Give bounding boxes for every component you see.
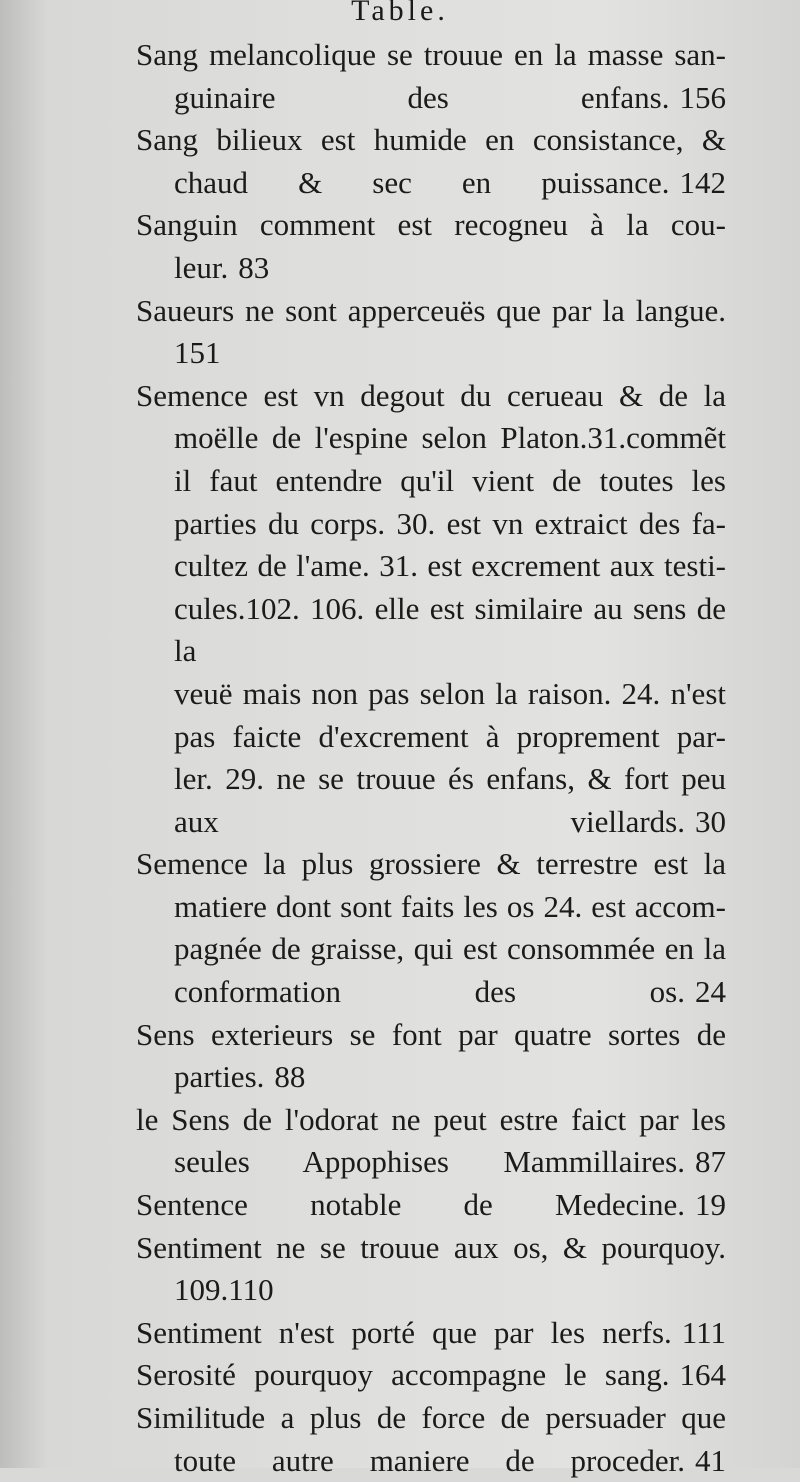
index-entry	[136, 1099, 726, 1184]
page-reference: 83	[238, 249, 270, 285]
page-reference: 24	[695, 974, 726, 1010]
entry-text: Sens exterieurs se font par quatre sortes de	[136, 1016, 726, 1052]
page-reference: 30	[695, 803, 726, 839]
entry-text: il faut entendre qu'il vient de toutes les	[174, 462, 726, 498]
entry-text: Sang bilieux est humide en consistance, &	[136, 122, 726, 158]
entry-text: ler. 29. ne se trouue és enfans, & fort peu	[174, 761, 726, 797]
entry-text: Sanguin comment est recogneu à la cou-	[136, 207, 726, 243]
page-reference: 151	[174, 335, 221, 371]
index-entry	[136, 843, 726, 1013]
entry-text: Semence est vn degout du cerueau & de la	[136, 377, 726, 413]
entry-line	[136, 503, 726, 546]
entry-text: Sentiment ne se trouue aux os, & pourquoy.	[136, 1229, 726, 1265]
page-reference: 142	[679, 164, 726, 200]
entry-text: pas faicte d'excrement à proprement par-	[174, 718, 726, 754]
entry-line	[136, 673, 726, 716]
entry-line	[136, 1354, 726, 1397]
entry-line	[136, 332, 726, 375]
entry-text: Sentiment n'est porté que par les nerfs.	[136, 1314, 672, 1350]
entry-line	[136, 843, 726, 886]
index-entry	[136, 1014, 726, 1099]
entry-text: cultez de l'ame. 31. est excrement aux testi-	[174, 548, 726, 584]
entry-line	[136, 1312, 726, 1355]
entry-line	[136, 247, 726, 290]
entry-text: le Sens de l'odorat ne peut estre faict par les	[136, 1101, 726, 1137]
entry-line	[136, 460, 726, 503]
index-entry	[136, 290, 726, 375]
page-reference: 164	[679, 1357, 726, 1393]
entry-text: seules Appophises Mammillaires.	[174, 1144, 685, 1180]
page-header: Table.	[351, 0, 449, 27]
page-reference: 41	[695, 1442, 726, 1478]
entry-line	[136, 928, 726, 971]
entry-line	[136, 119, 726, 162]
entry-line	[136, 375, 726, 418]
page-reference: 156	[679, 79, 726, 115]
entry-line	[136, 1184, 726, 1227]
entry-text: leur.	[174, 249, 229, 285]
entry-line	[136, 417, 726, 460]
entry-text: Sentence notable de Medecine.	[136, 1187, 685, 1223]
entry-line	[136, 545, 726, 588]
entry-text: chaud & sec en puissance.	[174, 164, 670, 200]
entry-line	[136, 801, 726, 844]
entry-text: pagnée de graisse, qui est consommée en la	[174, 931, 726, 967]
page-reference: 87	[695, 1144, 726, 1180]
entry-line	[136, 588, 726, 673]
entry-text: cules.102. 106. elle est similaire au sens de la	[174, 590, 726, 669]
entry-text: Similitude a plus de force de persuader que	[136, 1400, 726, 1435]
index-entry	[136, 1354, 726, 1397]
entry-text: parties du corps. 30. est vn extraict des fa-	[174, 505, 726, 541]
entry-line	[136, 290, 726, 333]
entry-text: parties.	[174, 1059, 265, 1095]
entry-line	[136, 77, 726, 120]
entry-line	[136, 1014, 726, 1057]
page-reference: 88	[274, 1059, 306, 1095]
index-entry	[136, 34, 726, 119]
entry-text: Sang melancolique se trouue en la masse san-	[136, 37, 726, 72]
entry-line	[136, 1227, 726, 1270]
entry-line	[136, 162, 726, 205]
entry-text: moëlle de l'espine selon Platon.31.commẽt	[174, 420, 726, 456]
entry-text: Semence la plus grossiere & terrestre est la	[136, 846, 726, 882]
index-entry	[136, 119, 726, 204]
entry-line	[136, 971, 726, 1014]
entry-text: guinaire des enfans.	[174, 79, 670, 115]
entry-line	[136, 1141, 726, 1184]
entry-text: Saueurs ne sont apperceuës que par la langue.	[136, 292, 726, 328]
entry-line	[136, 34, 726, 77]
index-entry	[136, 1397, 726, 1482]
page-reference: 111	[681, 1314, 726, 1350]
entry-line	[136, 1269, 726, 1312]
page-reference: 19	[695, 1187, 726, 1223]
entry-line	[136, 1397, 726, 1440]
entry-line	[136, 886, 726, 929]
entry-line	[136, 758, 726, 801]
index-entry	[136, 204, 726, 289]
index-entry	[136, 1312, 726, 1355]
entry-line	[136, 1440, 726, 1482]
entry-line	[136, 716, 726, 759]
entry-text: conformation des os.	[174, 974, 685, 1010]
index-entry	[136, 1227, 726, 1312]
entry-text: matiere dont sont faits les os 24. est accom-	[174, 888, 726, 924]
page-reference: 109.110	[174, 1272, 274, 1308]
index-entries	[136, 34, 726, 1482]
entry-text: Serosité pourquoy accompagne le sang.	[136, 1357, 670, 1393]
index-entry	[136, 1184, 726, 1227]
entry-text: aux viellards.	[174, 803, 685, 839]
entry-text: veuë mais non pas selon la raison. 24. n'est	[174, 675, 726, 711]
entry-line	[136, 1099, 726, 1142]
entry-line	[136, 204, 726, 247]
index-entry	[136, 375, 726, 844]
entry-text: toute autre maniere de proceder.	[174, 1442, 685, 1478]
entry-line	[136, 1056, 726, 1099]
